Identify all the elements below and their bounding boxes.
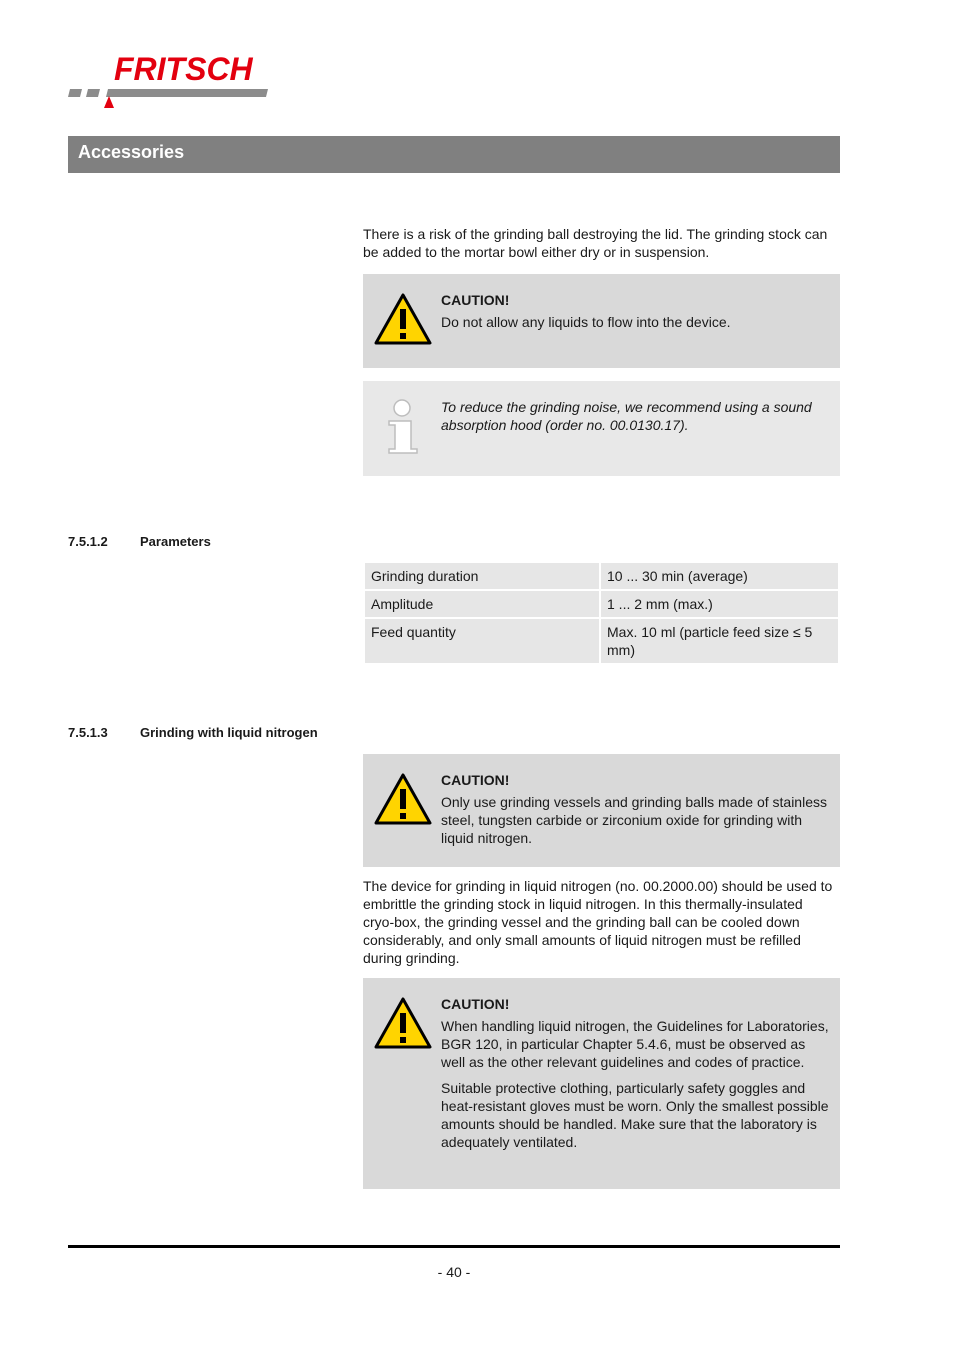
footer-rule	[68, 1245, 840, 1248]
caution-text: Suitable protective clothing, particularly safety goggles and heat-resistant gloves must be worn. Only the smallest possible amounts should be handled. Make sure that the laboratory is adequately ventilated.	[441, 1080, 829, 1150]
caution-text: When handling liquid nitrogen, the Guidelines for Laboratories, BGR 120, in particular Chapter 5.4.6, must be observed as well as the other relevant guidelines and codes of practice.	[441, 1018, 829, 1070]
parameters-table	[363, 561, 840, 665]
warning-triangle-icon	[373, 772, 433, 831]
info-text: To reduce the grinding noise, we recommend using a sound absorption hood (order no. 00.0130.17).	[441, 399, 812, 433]
table-row	[365, 563, 838, 589]
table-cell-name: Amplitude	[365, 591, 599, 617]
section-heading-nitrogen	[68, 725, 318, 740]
section-heading-title: Parameters	[140, 534, 211, 549]
table-row	[365, 591, 838, 617]
warning-triangle-icon	[373, 292, 433, 351]
page-number: - 40 -	[437, 1264, 471, 1280]
nitrogen-paragraph: The device for grinding in liquid nitrogen (no. 00.2000.00) should be used to embrittle the grinding stock in liquid nitrogen. In this thermally-insulated cryo-box, the grinding vessel and the grinding ball can be cooled down considerably, and only small amounts of liquid nitrogen must be refilled during grinding.	[363, 878, 833, 966]
brand-name: FRITSCH	[114, 52, 253, 87]
table-cell-name: Grinding duration	[365, 563, 599, 589]
info-box	[363, 381, 840, 476]
section-header-bar	[68, 136, 840, 173]
info-icon	[385, 397, 421, 462]
section-title: Accessories	[78, 142, 185, 162]
section-number: 7.5.1.3	[68, 725, 108, 740]
table-cell-value: 10 ... 30 min (average)	[601, 563, 838, 589]
intro-paragraph: There is a risk of the grinding ball destroying the lid. The grinding stock can be added to the mortar bowl either dry or in suspension.	[363, 226, 828, 260]
caution-text: Do not allow any liquids to flow into the device.	[441, 314, 731, 330]
caution-box	[363, 978, 840, 1189]
caution-text: Only use grinding vessels and grinding balls made of stainless steel, tungsten carbide or zirconium oxide for grinding with liquid nitrogen.	[441, 794, 827, 846]
caution-label: CAUTION!	[441, 772, 510, 788]
table-row	[365, 619, 838, 663]
table-cell-value: 1 ... 2 mm (max.)	[601, 591, 838, 617]
caution-box	[363, 274, 840, 368]
section-number: 7.5.1.2	[68, 534, 108, 549]
section-heading-parameters	[68, 534, 211, 549]
table-cell-value: Max. 10 ml (particle feed size ≤ 5 mm)	[601, 619, 838, 663]
warning-triangle-icon	[373, 996, 433, 1055]
fritsch-logo	[66, 52, 286, 112]
caution-label: CAUTION!	[441, 996, 510, 1012]
table-cell-name: Feed quantity	[365, 619, 599, 663]
caution-label: CAUTION!	[441, 292, 510, 308]
section-heading-title: Grinding with liquid nitrogen	[140, 725, 318, 740]
caution-box	[363, 754, 840, 867]
